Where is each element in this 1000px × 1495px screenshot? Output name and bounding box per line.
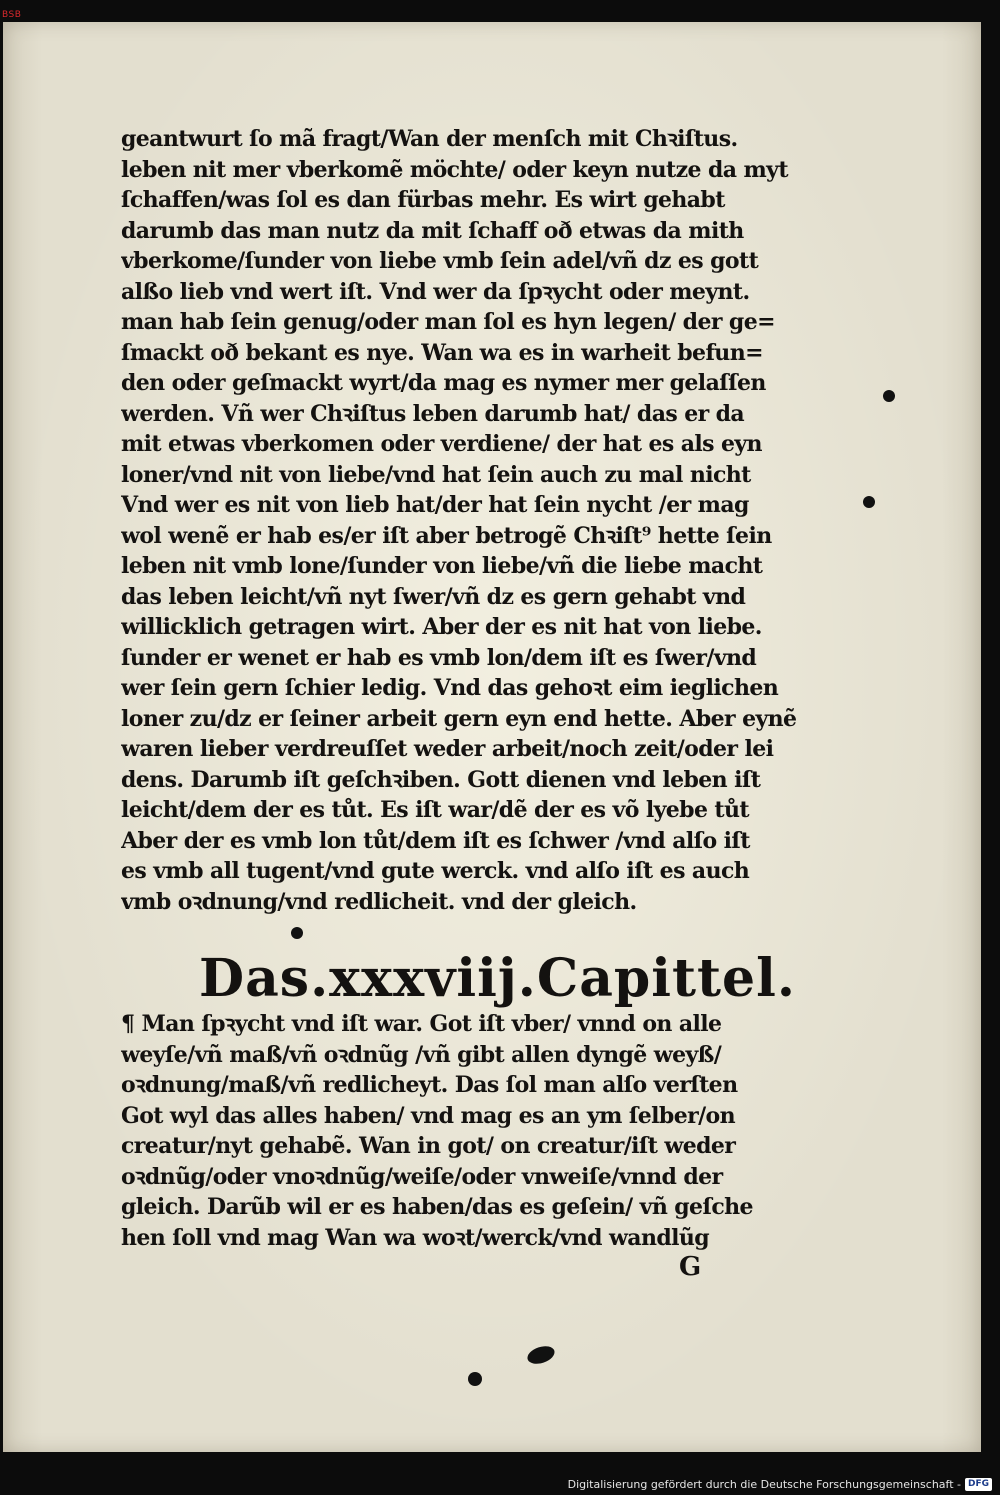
ink-spot: [883, 390, 895, 402]
text-line: geantwurt ſo mã fragt/Wan der menſch mit Chꝛiſtus.: [121, 126, 738, 152]
text-line: wer ſein gern ſchier ledig. Vnd das gehoꝛt eim ieglichen: [121, 675, 779, 701]
signature-mark: G: [679, 1252, 702, 1282]
footer-text: Digitalisierung gefördert durch die Deutsche Forschungsgemeinschaft -: [567, 1478, 961, 1491]
text-line: leben nit mer vberkomẽ möchte/ oder keyn nutze da myt: [121, 156, 788, 183]
funding-footer: [568, 1478, 992, 1491]
chapter-text: [121, 1009, 801, 1253]
text-line: vmb oꝛdnung/vnd redlicheit. vnd der gleich.: [121, 888, 637, 915]
text-line: oꝛdnung/maß/vñ redlicheyt. Das ſol man alſo verſten: [121, 1072, 738, 1098]
text-line: Got wyl das alles haben/ vnd mag es an ym ſelber/on: [121, 1102, 735, 1129]
text-line: mit etwas vberkomen oder verdiene/ der hat es als eyn: [121, 431, 762, 457]
text-line: ¶ Man ſpꝛycht vnd iſt war. Got iſt vber/ vnnd on alle: [121, 1011, 722, 1037]
text-line: wol wenẽ er hab es/er iſt aber betrogẽ Chꝛiſt⁹ hette ſein: [121, 522, 772, 549]
text-line: oꝛdnũg/oder vnoꝛdnũg/weiſe/oder vnweiſe/vnnd der: [121, 1163, 723, 1190]
text-line: willicklich getragen wirt. Aber der es nit hat von liebe.: [121, 614, 762, 640]
text-line: loner zu/dz er ſeiner arbeit gern eyn end hette. Aber eynẽ: [121, 705, 797, 732]
text-line: den oder geſmackt wyrt/da mag es nymer mer gelaſſen: [121, 370, 766, 396]
text-line: weyſe/vñ maß/vñ oꝛdnũg /vñ gibt allen dyngẽ weyß/: [121, 1041, 722, 1068]
ink-spot: [863, 496, 875, 508]
text-line: dens. Darumb iſt geſchꝛiben. Gott dienen vnd leben iſt: [121, 766, 761, 793]
scanned-page: [3, 22, 981, 1452]
text-line: alßo lieb vnd wert iſt. Vnd wer da ſpꝛycht oder meynt.: [121, 278, 750, 305]
text-line: gleich. Darũb wil er es haben/das es geſein/ vñ geſche: [121, 1194, 753, 1220]
ink-spot: [291, 927, 303, 939]
text-line: das leben leicht/vñ nyt ſwer/vñ dz es gern gehabt vnd: [121, 583, 746, 610]
body-text: [121, 124, 801, 917]
text-line: Aber der es vmb lon tůt/dem iſt es ſchwer /vnd alſo iſt: [121, 827, 750, 854]
text-line: Vnd wer es nit von lieb hat/der hat ſein nycht /er mag: [121, 492, 749, 518]
text-line: loner/vnd nit von liebe/vnd hat ſein auch zu mal nicht: [121, 461, 751, 488]
text-line: ſmackt oð bekant es nye. Wan wa es in warheit befun=: [121, 339, 763, 366]
ink-spot: [468, 1372, 482, 1386]
text-line: hen ſoll vnd mag Wan wa woꝛt/werck/vnd wandlũg: [121, 1224, 710, 1251]
text-line: leicht/dem der es tůt. Es iſt war/dẽ der es võ lyebe tůt: [121, 797, 749, 823]
text-line: leben nit vmb lone/ſunder von liebe/vñ die liebe macht: [121, 553, 763, 579]
text-line: ſchaffen/was ſol es dan fürbas mehr. Es wirt gehabt: [121, 187, 725, 213]
text-line: darumb das man nutz da mit ſchaff oð etwas da mith: [121, 217, 744, 244]
library-mark: BSB: [2, 10, 22, 20]
text-line: es vmb all tugent/vnd gute werck. vnd alſo iſt es auch: [121, 858, 750, 884]
chapter-heading: Das.xxxviij.Capittel.: [199, 948, 796, 1009]
text-line: ſunder er wenet er hab es vmb lon/dem iſt es ſwer/vnd: [121, 644, 757, 671]
text-line: vberkome/ſunder von liebe vmb ſein adel/vñ dz es gott: [121, 248, 759, 274]
ink-spot: [525, 1343, 557, 1367]
text-line: man hab ſein genug/oder man ſol es hyn legen/ der ge=: [121, 309, 775, 335]
text-line: creatur/nyt gehabẽ. Wan in got/ on creatur/iſt weder: [121, 1133, 736, 1159]
dfg-logo: DFG: [965, 1478, 992, 1491]
text-line: waren lieber verdreuſſet weder arbeit/noch zeit/oder lei: [121, 736, 774, 762]
text-line: werden. Vñ wer Chꝛiſtus leben darumb hat/ das er da: [121, 400, 745, 427]
